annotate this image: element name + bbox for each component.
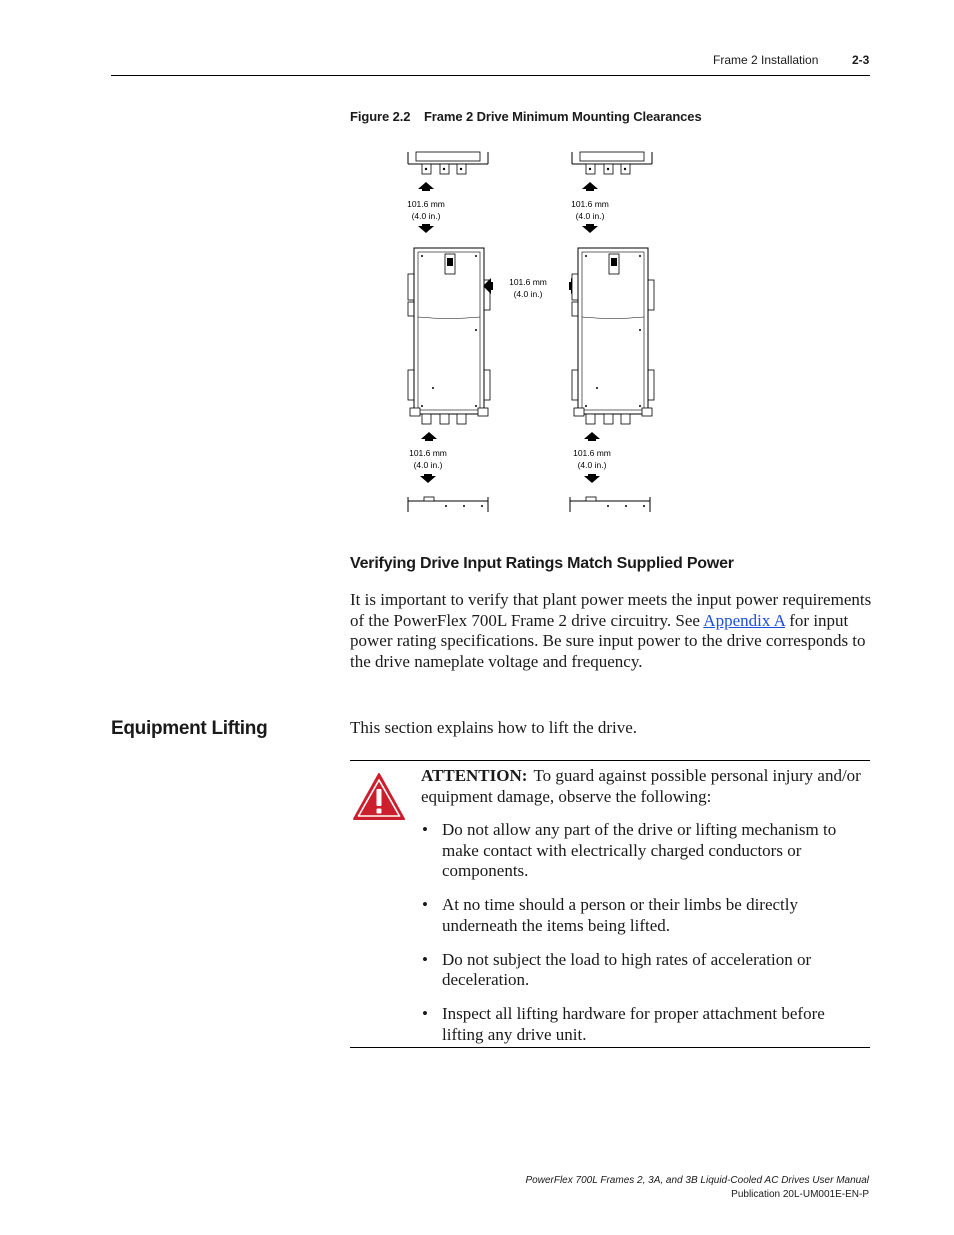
attention-box (350, 760, 870, 1048)
mounting-clearance-diagram (380, 140, 700, 512)
figure-title: Frame 2 Drive Minimum Mounting Clearances (423, 109, 702, 124)
clearance-label-top-right-in: (4.0 in.) (575, 211, 605, 221)
verify-paragraph (350, 590, 872, 672)
attention-list-item: • Do not allow any part of the drive or lifting mechanism to make contact with electrically charged conductors or components. (421, 820, 867, 882)
header-rule (111, 75, 870, 76)
attention-statement (421, 766, 867, 807)
clearance-label-bottom-left-in: (4.0 in.) (413, 460, 443, 470)
neighbor-drive-bottom-left (408, 497, 488, 512)
arrow-down-bottom-right-icon (584, 474, 600, 483)
appendix-a-link[interactable]: Appendix A (703, 610, 785, 630)
arrow-up-bottom-right-icon (584, 432, 600, 441)
arrow-up-bottom-left-icon (421, 432, 437, 441)
attention-body: To guard against possible personal injury and/or equipment damage, observe the following: (421, 766, 861, 806)
warning-triangle-icon (352, 772, 406, 822)
neighbor-drive-top-left (408, 152, 488, 174)
footer-manual-title: PowerFlex 700L Frames 2, 3A, and 3B Liquid-Cooled AC Drives User Manual (525, 1175, 869, 1186)
figure-number: Figure 2.2 (350, 109, 411, 124)
section-heading-verify: Verifying Drive Input Ratings Match Supplied Power (350, 555, 734, 572)
clearance-label-bottom-right-in: (4.0 in.) (577, 460, 607, 470)
clearance-label-top-right-mm: 101.6 mm (571, 199, 609, 209)
arrow-up-top-left-icon (418, 182, 434, 191)
arrow-down-bottom-left-icon (420, 474, 436, 483)
clearance-label-bottom-left-mm: 101.6 mm (409, 448, 447, 458)
neighbor-drive-top-right (572, 152, 652, 174)
section-heading-equipment-lifting: Equipment Lifting (111, 718, 268, 739)
verify-text-before-link: It is important to verify that plant power meets the input power requirements of the PowerFlex 700L Frame 2 drive circuitry. See (350, 590, 872, 630)
arrow-up-top-right-icon (582, 182, 598, 191)
attention-list (421, 820, 867, 1059)
page-number: 2-3 (852, 53, 870, 67)
attention-label: ATTENTION: (421, 766, 528, 785)
clearance-label-top-left-mm: 101.6 mm (407, 199, 445, 209)
clearance-label-top-left-in: (4.0 in.) (411, 211, 441, 221)
drive-unit-right (572, 248, 654, 424)
drive-unit-left (408, 248, 490, 424)
running-header-section: Frame 2 Installation (713, 53, 819, 67)
arrow-down-top-right-icon (582, 224, 598, 233)
figure-caption (350, 109, 702, 124)
attention-list-item: • Inspect all lifting hardware for proper attachment before lifting any drive unit. (421, 1004, 867, 1045)
clearance-label-side-in: (4.0 in.) (513, 289, 543, 299)
clearance-label-side-mm: 101.6 mm (509, 277, 547, 287)
arrow-down-top-left-icon (418, 224, 434, 233)
clearance-label-bottom-right-mm: 101.6 mm (573, 448, 611, 458)
attention-list-item: • At no time should a person or their limbs be directly underneath the items being lifted. (421, 895, 867, 936)
footer-publication-number: Publication 20L-UM001E-EN-P (731, 1189, 869, 1200)
lifting-intro-text: This section explains how to lift the drive. (350, 718, 638, 737)
attention-list-item: • Do not subject the load to high rates of acceleration or deceleration. (421, 950, 867, 991)
neighbor-drive-bottom-right (570, 497, 650, 512)
verify-text-after-link: for input power rating specifications. Be sure input power to the drive corresponds to the drive nameplate voltage and frequency. (350, 610, 866, 671)
